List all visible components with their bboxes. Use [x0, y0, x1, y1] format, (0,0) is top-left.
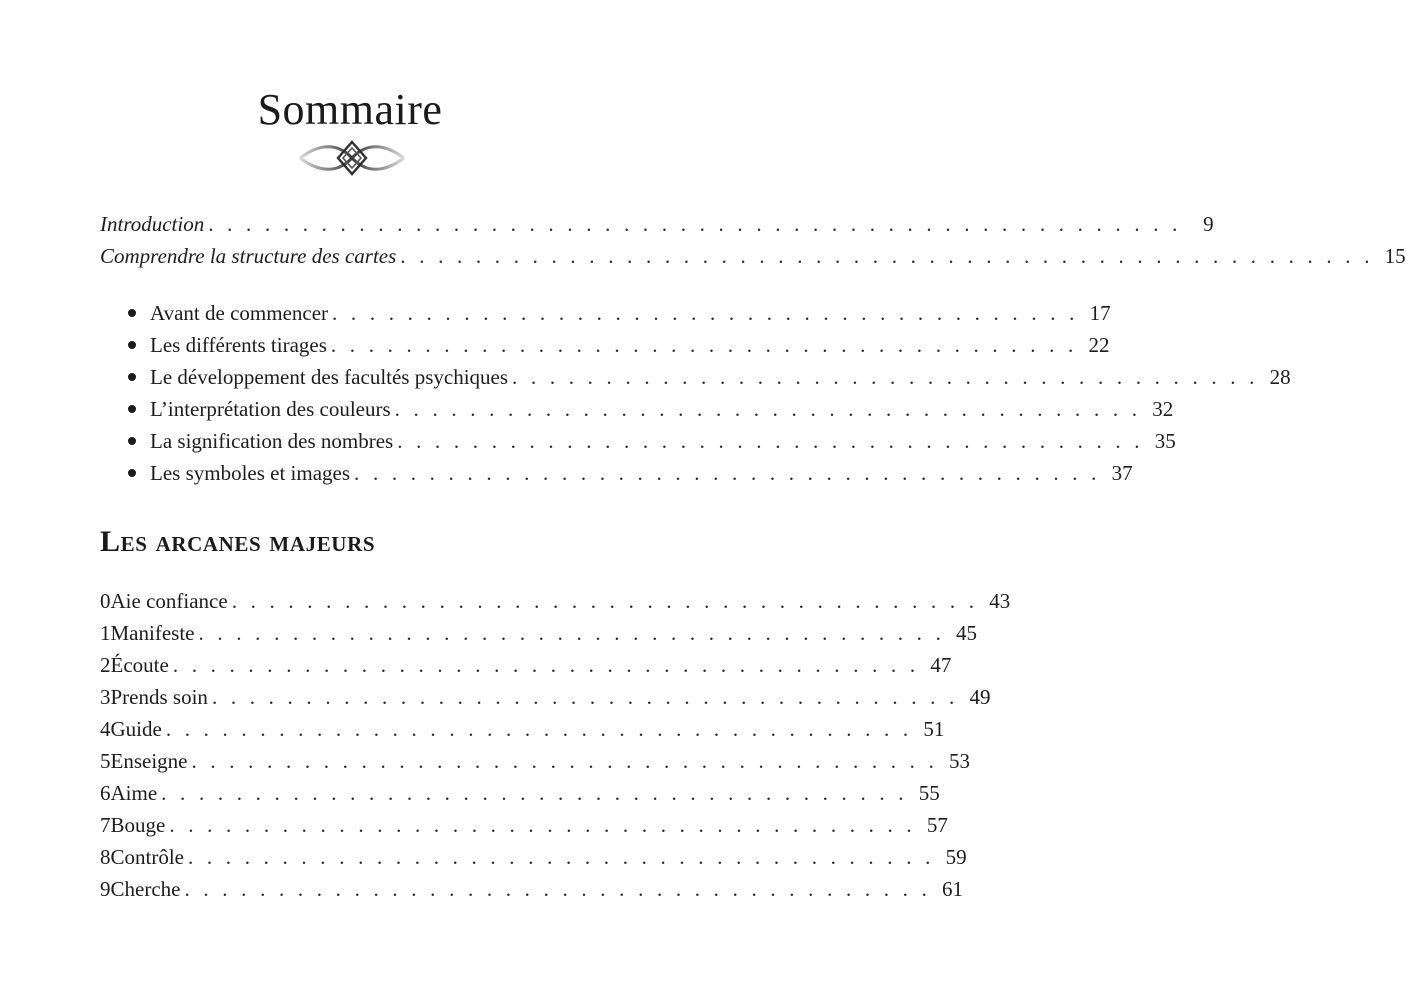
toc-entry-label: Bouge — [110, 813, 166, 837]
toc-entry-label: Enseigne — [110, 749, 188, 773]
toc-entry-page: 51 — [923, 717, 945, 741]
toc-entry-bullet[interactable] — [150, 395, 1174, 423]
toc-entry-label: La signification des nombres — [150, 429, 394, 453]
toc-entry-label: Manifeste — [110, 621, 195, 645]
arcana-number: 2 — [100, 653, 111, 677]
toc-entry-label: Introduction — [100, 212, 205, 236]
dot-leader: . . . . . . . . . . . . . . . . . . . . . . . . . . . . . . . . . . . . . . . . — [211, 685, 959, 709]
bullet-icon — [128, 341, 136, 349]
dot-leader: . . . . . . . . . . . . . . . . . . . . . . . . . . . . . . . . . . . . . . . . — [198, 621, 946, 645]
toc-entry-introduction[interactable] — [100, 210, 1214, 238]
toc-entry-page: 49 — [969, 685, 991, 709]
toc-entry-arcana[interactable] — [100, 683, 991, 711]
toc-entry-page: 43 — [989, 589, 1011, 613]
dot-leader: . . . . . . . . . . . . . . . . . . . . . . . . . . . . . . . . . . . . . . . . — [169, 813, 916, 837]
dot-leader: . . . . . . . . . . . . . . . . . . . . . . . . . . . . . . . . . . . . . . . . . . . . . . . . . . . . — [400, 244, 1374, 268]
arcana-number: 6 — [100, 781, 111, 805]
toc-entry-structure[interactable] — [100, 242, 1406, 270]
toc-entry-bullet[interactable] — [150, 363, 1291, 391]
toc-entry-bullet[interactable] — [150, 331, 1110, 359]
toc-entry-page: 28 — [1269, 365, 1291, 389]
arcana-number: 0 — [100, 589, 111, 613]
dot-leader: . . . . . . . . . . . . . . . . . . . . . . . . . . . . . . . . . . . . . . . . — [188, 845, 935, 869]
toc-entry-arcana[interactable] — [100, 779, 940, 807]
bullet-icon — [128, 405, 136, 413]
bullet-icon — [128, 437, 136, 445]
dot-leader: . . . . . . . . . . . . . . . . . . . . . . . . . . . . . . . . . . . . . . . . — [165, 717, 913, 741]
dot-leader: . . . . . . . . . . . . . . . . . . . . . . . . . . . . . . . . . . . . . . . . — [172, 653, 920, 677]
bullet-icon — [128, 373, 136, 381]
toc-entry-page: 35 — [1154, 429, 1176, 453]
dot-leader: . . . . . . . . . . . . . . . . . . . . . . . . . . . . . . . . . . . . . . . . — [161, 781, 908, 805]
dot-leader: . . . . . . . . . . . . . . . . . . . . . . . . . . . . . . . . . . . . . . . . — [354, 461, 1101, 485]
arcana-number: 7 — [100, 813, 111, 837]
dot-leader: . . . . . . . . . . . . . . . . . . . . . . . . . . . . . . . . . . . . . . . . — [512, 365, 1259, 389]
toc-entry-page: 45 — [956, 621, 978, 645]
arcana-number: 3 — [100, 685, 111, 709]
toc-entry-page: 53 — [949, 749, 971, 773]
toc-entry-arcana[interactable] — [100, 587, 1011, 615]
toc-entry-label: Contrôle — [110, 845, 184, 869]
toc-entry-page: 37 — [1111, 461, 1133, 485]
toc-entry-page: 47 — [930, 653, 952, 677]
toc-entry-page: 9 — [1203, 212, 1214, 236]
dot-leader: . . . . . . . . . . . . . . . . . . . . . . . . . . . . . . . . . . . . . . . . — [231, 589, 979, 613]
bullet-icon — [128, 309, 136, 317]
arcana-number: 1 — [100, 621, 111, 645]
toc-entry-label: Le développement des facultés psychiques — [150, 365, 509, 389]
toc-entry-page: 32 — [1152, 397, 1174, 421]
toc-entry-bullet[interactable] — [150, 427, 1176, 455]
section-heading: Les arcanes majeurs — [100, 525, 376, 558]
dot-leader: . . . . . . . . . . . . . . . . . . . . . . . . . . . . . . . . . . . . . . . . — [191, 749, 939, 773]
toc-entry-label: Écoute — [110, 653, 169, 677]
toc-entry-arcana[interactable] — [100, 875, 964, 903]
toc-entry-label: Prends soin — [110, 685, 208, 709]
toc-entry-label: Aime — [110, 781, 158, 805]
toc-entry-arcana[interactable] — [100, 747, 971, 775]
toc-entry-label: L’interprétation des couleurs — [150, 397, 391, 421]
toc-entry-label: Guide — [110, 717, 162, 741]
toc-entry-arcana[interactable] — [100, 811, 948, 839]
toc-entry-arcana[interactable] — [100, 619, 978, 647]
arcana-number: 4 — [100, 717, 111, 741]
toc-entry-arcana[interactable] — [100, 843, 967, 871]
toc-entry-bullet[interactable] — [150, 459, 1133, 487]
arcana-number: 8 — [100, 845, 111, 869]
toc-entry-arcana[interactable] — [100, 651, 952, 679]
bullet-icon — [128, 469, 136, 477]
dot-leader: . . . . . . . . . . . . . . . . . . . . . . . . . . . . . . . . . . . . . . . . — [330, 333, 1078, 357]
toc-entry-label: Aie confiance — [110, 589, 228, 613]
page-title: Sommaire — [257, 85, 443, 134]
arcana-number: 9 — [100, 877, 111, 901]
toc-entry-page: 57 — [926, 813, 948, 837]
toc-entry-label: Les différents tirages — [150, 333, 327, 357]
arcana-number: 5 — [100, 749, 111, 773]
toc-entry-arcana[interactable] — [100, 715, 945, 743]
toc-entry-page: 17 — [1089, 301, 1111, 325]
toc-entry-bullet[interactable] — [150, 299, 1111, 327]
dot-leader: . . . . . . . . . . . . . . . . . . . . . . . . . . . . . . . . . . . . . . . . — [332, 301, 1079, 325]
diamond-knot-ornament-icon — [298, 137, 406, 179]
toc-entry-label: Cherche — [110, 877, 181, 901]
toc-entry-page: 15 — [1384, 244, 1406, 268]
toc-entry-page: 55 — [918, 781, 940, 805]
toc-entry-label: Comprendre la structure des cartes — [100, 244, 397, 268]
toc-entry-page: 61 — [942, 877, 964, 901]
dot-leader: . . . . . . . . . . . . . . . . . . . . . . . . . . . . . . . . . . . . . . . . — [397, 429, 1144, 453]
toc-entry-label: Avant de commencer — [150, 301, 329, 325]
dot-leader: . . . . . . . . . . . . . . . . . . . . . . . . . . . . . . . . . . . . . . . . — [184, 877, 932, 901]
dot-leader: . . . . . . . . . . . . . . . . . . . . . . . . . . . . . . . . . . . . . . . . — [394, 397, 1142, 421]
toc-entry-page: 22 — [1088, 333, 1110, 357]
dot-leader: . . . . . . . . . . . . . . . . . . . . . . . . . . . . . . . . . . . . . . . . . . . . . . . . . . . . — [208, 212, 1182, 236]
toc-entry-label: Les symboles et images — [150, 461, 351, 485]
toc-entry-page: 59 — [945, 845, 967, 869]
